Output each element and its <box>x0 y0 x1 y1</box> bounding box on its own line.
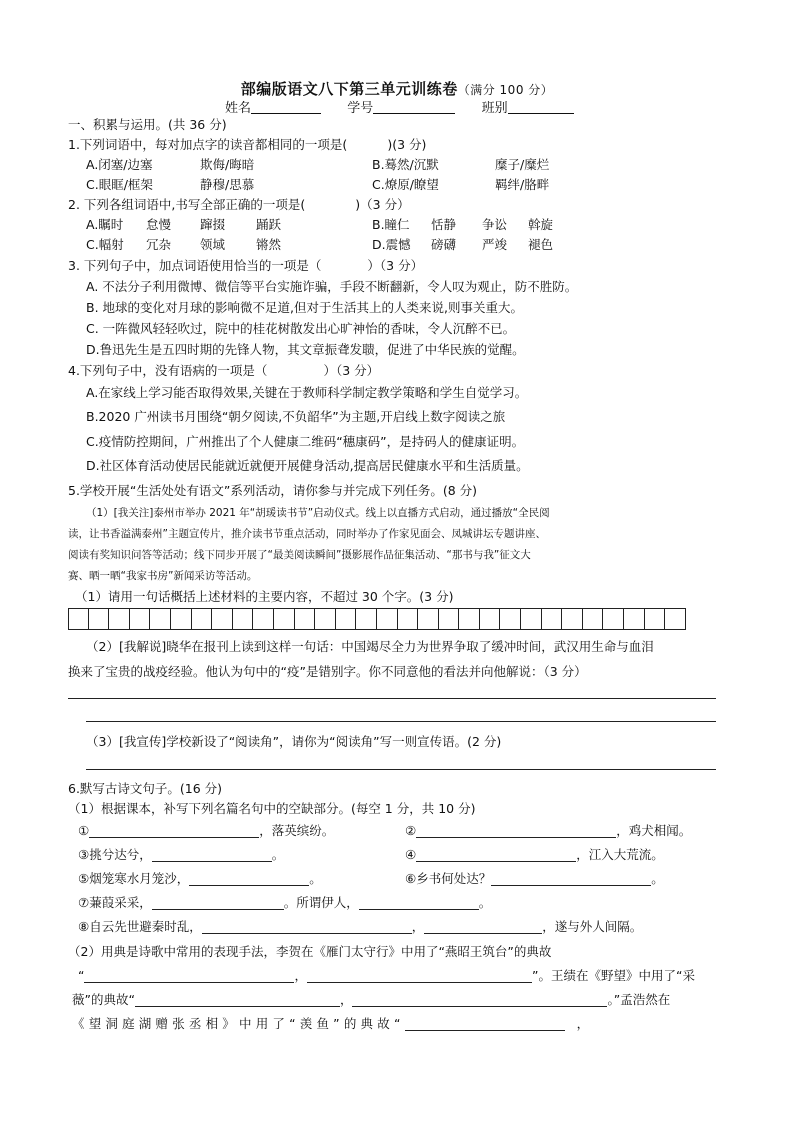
q2-stem-score: )（3 分） <box>355 197 410 212</box>
q2-option-d-4: 褪色 <box>528 237 554 252</box>
q5-material-line-4: 赛、晒一晒“我家书房”新闻采访等活动。 <box>68 570 258 582</box>
q2-option-a-1: A.瞩时 <box>86 217 124 232</box>
q4-option-d: D.社区体育活动使居民能就近就便开展健身活动,提高居民健康水平和生活质量。 <box>86 458 529 473</box>
q5-sub1: （1）请用一句话概括上述材料的主要内容，不超过 30 个字。(3 分) <box>75 589 454 604</box>
q1-option-a1: A.闭塞/边塞 <box>86 157 153 172</box>
answer-grid-cell[interactable] <box>665 608 686 630</box>
q6-item-6 <box>405 870 664 888</box>
q6-item-3-end: 。 <box>271 847 285 862</box>
q6-item-8-blank-2[interactable] <box>424 920 542 934</box>
answer-grid-cell[interactable] <box>89 608 110 630</box>
q6-item-5-blank[interactable] <box>189 872 309 886</box>
q2-option-b-4: 斡旋 <box>528 217 554 232</box>
answer-grid-cell[interactable] <box>274 608 295 630</box>
q6-sub2-line3-start: 薇”的典故“ <box>72 992 135 1007</box>
q2-option-d-3: 严竣 <box>482 237 508 252</box>
q1-option-d2: 羁绊/胳畔 <box>495 177 550 192</box>
q5-material-line-2: 读，让书香溢满泰州”主题宣传片，推介读书节重点活动，同时举办了作家见面会、凤城讲坛专题讲座、 <box>68 528 546 540</box>
q2-option-b-3: 争讼 <box>482 217 508 232</box>
q6-item-3-blank[interactable] <box>152 848 272 862</box>
q6-item-8-comma: ， <box>411 919 425 934</box>
q6-item-7 <box>78 894 491 912</box>
q6-item-2 <box>405 822 691 840</box>
q1-option-b2: 糜子/糜烂 <box>495 157 550 172</box>
q6-sub1: （1）根据课本，补写下列名篇名句中的空缺部分。(每空 1 分，共 10 分) <box>68 801 476 816</box>
q6-item-6-end: 。 <box>651 871 664 886</box>
q6-item-7-mid: 。所谓伊人， <box>283 895 359 910</box>
id-field[interactable] <box>373 99 455 114</box>
q2-option-d-1: D.震憾 <box>372 237 411 252</box>
q3-stem-score: ）（3 分） <box>367 258 424 273</box>
q6-item-4-number: ④ <box>405 847 417 862</box>
answer-grid-cell[interactable] <box>68 608 89 630</box>
answer-grid-cell[interactable] <box>645 608 666 630</box>
q3-stem-text: 3. 下列句子中，加点词语使用恰当的一项是（ <box>68 258 322 273</box>
q6-item-1-number: ① <box>78 823 90 838</box>
answer-grid-cell[interactable] <box>562 608 583 630</box>
q6-item-8-end: ，遂与外人间隔。 <box>542 919 643 934</box>
answer-grid-cell[interactable] <box>624 608 645 630</box>
q6-sub2-line4-end: ， <box>576 1016 594 1031</box>
q2-option-b-2: 恬静 <box>431 217 457 232</box>
q5-sub2-line2: 换来了宝贵的战疫经验。他认为句中的“疫”是错别字。你不同意他的看法并向他解说：（3 分） <box>68 664 587 679</box>
q6-sub2-line3-end: 。”孟浩然在 <box>607 992 671 1007</box>
title-main: 部编版语文八下第三单元训练卷 <box>240 80 458 98</box>
answer-grid-cell[interactable] <box>521 608 542 630</box>
q2-option-c-4: 锵然 <box>256 237 282 252</box>
q2-option-a-2: 怠慢 <box>146 217 172 232</box>
name-field[interactable] <box>251 99 321 114</box>
answer-grid-cell[interactable] <box>418 608 439 630</box>
answer-grid-cell[interactable] <box>356 608 377 630</box>
answer-grid-cell[interactable] <box>583 608 604 630</box>
q6-item-2-text: ，鸡犬相闻。 <box>616 823 692 838</box>
q3-stem <box>68 257 423 275</box>
q1-option-a2: 欺侮/晦暗 <box>200 157 255 172</box>
q6-sub2-line1: （2）用典是诗歌中常用的表现手法，李贺在《雁门太守行》中用了“燕昭王筑台”的典故 <box>68 944 552 959</box>
q4-option-b: B.2020 广州读书月围绕“朝夕阅读,不负韶华”为主题,开启线上数字阅读之旅 <box>86 409 506 424</box>
q6-sub2-blank-3[interactable] <box>135 993 340 1007</box>
student-info-row <box>225 97 574 116</box>
q2-stem-text: 2. 下列各组词语中,书写全部正确的一项是( <box>68 197 306 212</box>
q6-item-7-blank-1[interactable] <box>152 896 284 910</box>
q6-item-1-text: ，落英缤纷。 <box>259 823 335 838</box>
q6-item-7-end: 。 <box>478 895 492 910</box>
q3-option-b: B. 地球的变化对月球的影响微不足道,但对于生活其上的人类来说,则事关重大。 <box>86 300 523 315</box>
answer-grid-cell[interactable] <box>439 608 460 630</box>
q2-stem <box>68 196 410 214</box>
q1-option-c1: C.眼眶/框架 <box>86 177 153 192</box>
q6-item-8-text: ⑧自云先世避秦时乱， <box>78 919 202 934</box>
answer-grid-cell[interactable] <box>603 608 624 630</box>
q6-item-5-end: 。 <box>309 871 322 886</box>
answer-grid-cell[interactable] <box>109 608 130 630</box>
q2-option-a-3: 蹿掇 <box>200 217 226 232</box>
q4-stem <box>68 362 379 380</box>
answer-grid-cell[interactable] <box>336 608 357 630</box>
q4-option-c: C.疫情防控期间，广州推出了个人健康二维码“穗康码”，是持码人的健康证明。 <box>86 434 525 449</box>
answer-grid-cell[interactable] <box>233 608 254 630</box>
q4-stem-text: 4.下列句子中，没有语病的一项是（ <box>68 363 268 378</box>
section-heading: 一、积累与运用。(共 36 分) <box>68 117 227 132</box>
q2-option-a-4: 踊跃 <box>256 217 282 232</box>
q6-item-6-blank[interactable] <box>491 872 651 886</box>
q6-sub2-blank-4[interactable] <box>352 993 607 1007</box>
q5-sub2-answer-line-2[interactable] <box>86 721 716 722</box>
q6-sub2-blank-2[interactable] <box>307 969 532 983</box>
q6-item-1 <box>78 822 334 840</box>
answer-grid-cell[interactable] <box>192 608 213 630</box>
answer-grid-cell[interactable] <box>212 608 233 630</box>
q6-item-2-blank[interactable] <box>416 824 616 838</box>
answer-grid-cell[interactable] <box>295 608 316 630</box>
q6-sub2-line4-text: 《望洞庭湖赠张丞相》中用了“羡鱼”的典故“ <box>72 1016 405 1031</box>
q6-sub2-quote-open: “ <box>78 968 85 983</box>
q6-sub2-comma-1: ， <box>294 968 307 983</box>
q1-option-c2: 静穆/思慕 <box>200 177 255 192</box>
q5-sub3: （3）[我宣传]学校新设了“阅读角”，请你为“阅读角”写一则宣传语。(2 分) <box>86 734 502 749</box>
answer-grid-cell[interactable] <box>480 608 501 630</box>
q6-sub2-line2-end: ”。王绩在《野望》中用了“采 <box>532 968 695 983</box>
title-score-note: （满分 100 分） <box>457 83 554 97</box>
q2-option-c-3: 领域 <box>200 237 226 252</box>
name-label: 姓名 <box>225 101 252 116</box>
id-label: 学号 <box>347 101 374 116</box>
answer-grid-cell[interactable] <box>150 608 171 630</box>
answer-grid-cell[interactable] <box>459 608 480 630</box>
q6-sub2-line3 <box>72 991 670 1009</box>
q6-item-6-text: ⑥乡书何处达？ <box>405 871 492 886</box>
q3-option-a: A. 不法分子利用微博、微信等平台实施诈骗，手段不断翻新，令人叹为观止，防不胜防。 <box>86 279 578 294</box>
q5-material-line-1: （1）[我关注]泰州市举办 2021 年“胡瑗读书节”启动仪式。线上以直播方式启动，通过播放“全民阅 <box>86 507 550 519</box>
answer-grid-cell[interactable] <box>377 608 398 630</box>
q2-option-d-2: 磅礴 <box>431 237 457 252</box>
q5-material-line-3: 阅读有奖知识问答等活动；线下同步开展了“最美阅读瞬间”摄影展作品征集活动、“那书与我”征文大 <box>68 549 531 561</box>
answer-grid-cell[interactable] <box>171 608 192 630</box>
q6-stem: 6.默写古诗文句子。(16 分) <box>68 781 223 796</box>
q4-stem-score: ）（3 分） <box>323 363 380 378</box>
class-label: 班别 <box>481 101 508 116</box>
answer-grid-cell[interactable] <box>130 608 151 630</box>
q2-option-b-1: B.瞳仁 <box>372 217 410 232</box>
q6-sub2-line2 <box>78 967 695 985</box>
q6-item-8 <box>78 918 642 936</box>
q6-item-4-blank[interactable] <box>416 848 576 862</box>
exam-title <box>0 78 794 99</box>
q6-item-4-text: ，江入大荒流。 <box>576 847 664 862</box>
answer-grid-cell[interactable] <box>398 608 419 630</box>
q6-item-2-number: ② <box>405 823 417 838</box>
q4-option-a: A.在家线上学习能否取得效果,关键在于教师科学制定教学策略和学生自觉学习。 <box>86 385 528 400</box>
q5-sub3-answer-line[interactable] <box>86 769 716 770</box>
q1-stem-text: 1.下列词语中，每对加点字的读音都相同的一项是( <box>68 137 348 152</box>
q2-option-c-1: C.幅射 <box>86 237 124 252</box>
q1-stem-score: )(3 分) <box>387 137 427 152</box>
q6-item-7-text: ⑦蒹葭采采， <box>78 895 152 910</box>
q6-item-1-blank[interactable] <box>89 824 259 838</box>
q1-stem <box>68 136 426 154</box>
q6-sub2-line4 <box>72 1015 593 1033</box>
q6-item-3-text: ③挑兮达兮， <box>78 847 152 862</box>
q6-item-3 <box>78 846 284 864</box>
q6-item-5-text: ⑤烟笼寒水月笼沙， <box>78 871 190 886</box>
q2-option-c-2: 冗杂 <box>146 237 172 252</box>
q6-item-8-blank-1[interactable] <box>202 920 412 934</box>
q3-option-d: D.鲁迅先生是五四时期的先锋人物，其文章振聋发聩，促进了中华民族的觉醒。 <box>86 342 525 357</box>
q3-option-c: C. 一阵微风轻轻吹过，院中的桂花树散发出心旷神怡的香味，令人沉醉不已。 <box>86 321 516 336</box>
q6-item-4 <box>405 846 664 864</box>
q6-sub2-blank-1[interactable] <box>84 969 294 983</box>
q6-sub2-blank-5[interactable] <box>405 1017 565 1031</box>
answer-grid-cell[interactable] <box>500 608 521 630</box>
q6-sub2-comma-2: ， <box>339 992 353 1007</box>
answer-grid-cell[interactable] <box>253 608 274 630</box>
q5-sub2-answer-line-1[interactable] <box>68 698 716 699</box>
q6-item-7-blank-2[interactable] <box>359 896 479 910</box>
q5-sub2-line1: （2）[我解说]晓华在报刊上读到这样一句话：中国竭尽全力为世界争取了缓冲时间，武汉用生命与血泪 <box>86 639 654 654</box>
answer-grid-cell[interactable] <box>315 608 336 630</box>
q6-item-5 <box>78 870 322 888</box>
answer-grid[interactable] <box>68 608 686 630</box>
q1-option-d1: C.燎原/瞭望 <box>372 177 439 192</box>
answer-grid-cell[interactable] <box>542 608 563 630</box>
q1-option-b1: B.蓦然/沉默 <box>372 157 439 172</box>
class-field[interactable] <box>508 99 574 114</box>
q5-stem: 5.学校开展“生活处处有语文”系列活动，请你参与并完成下列任务。(8 分) <box>68 483 478 498</box>
